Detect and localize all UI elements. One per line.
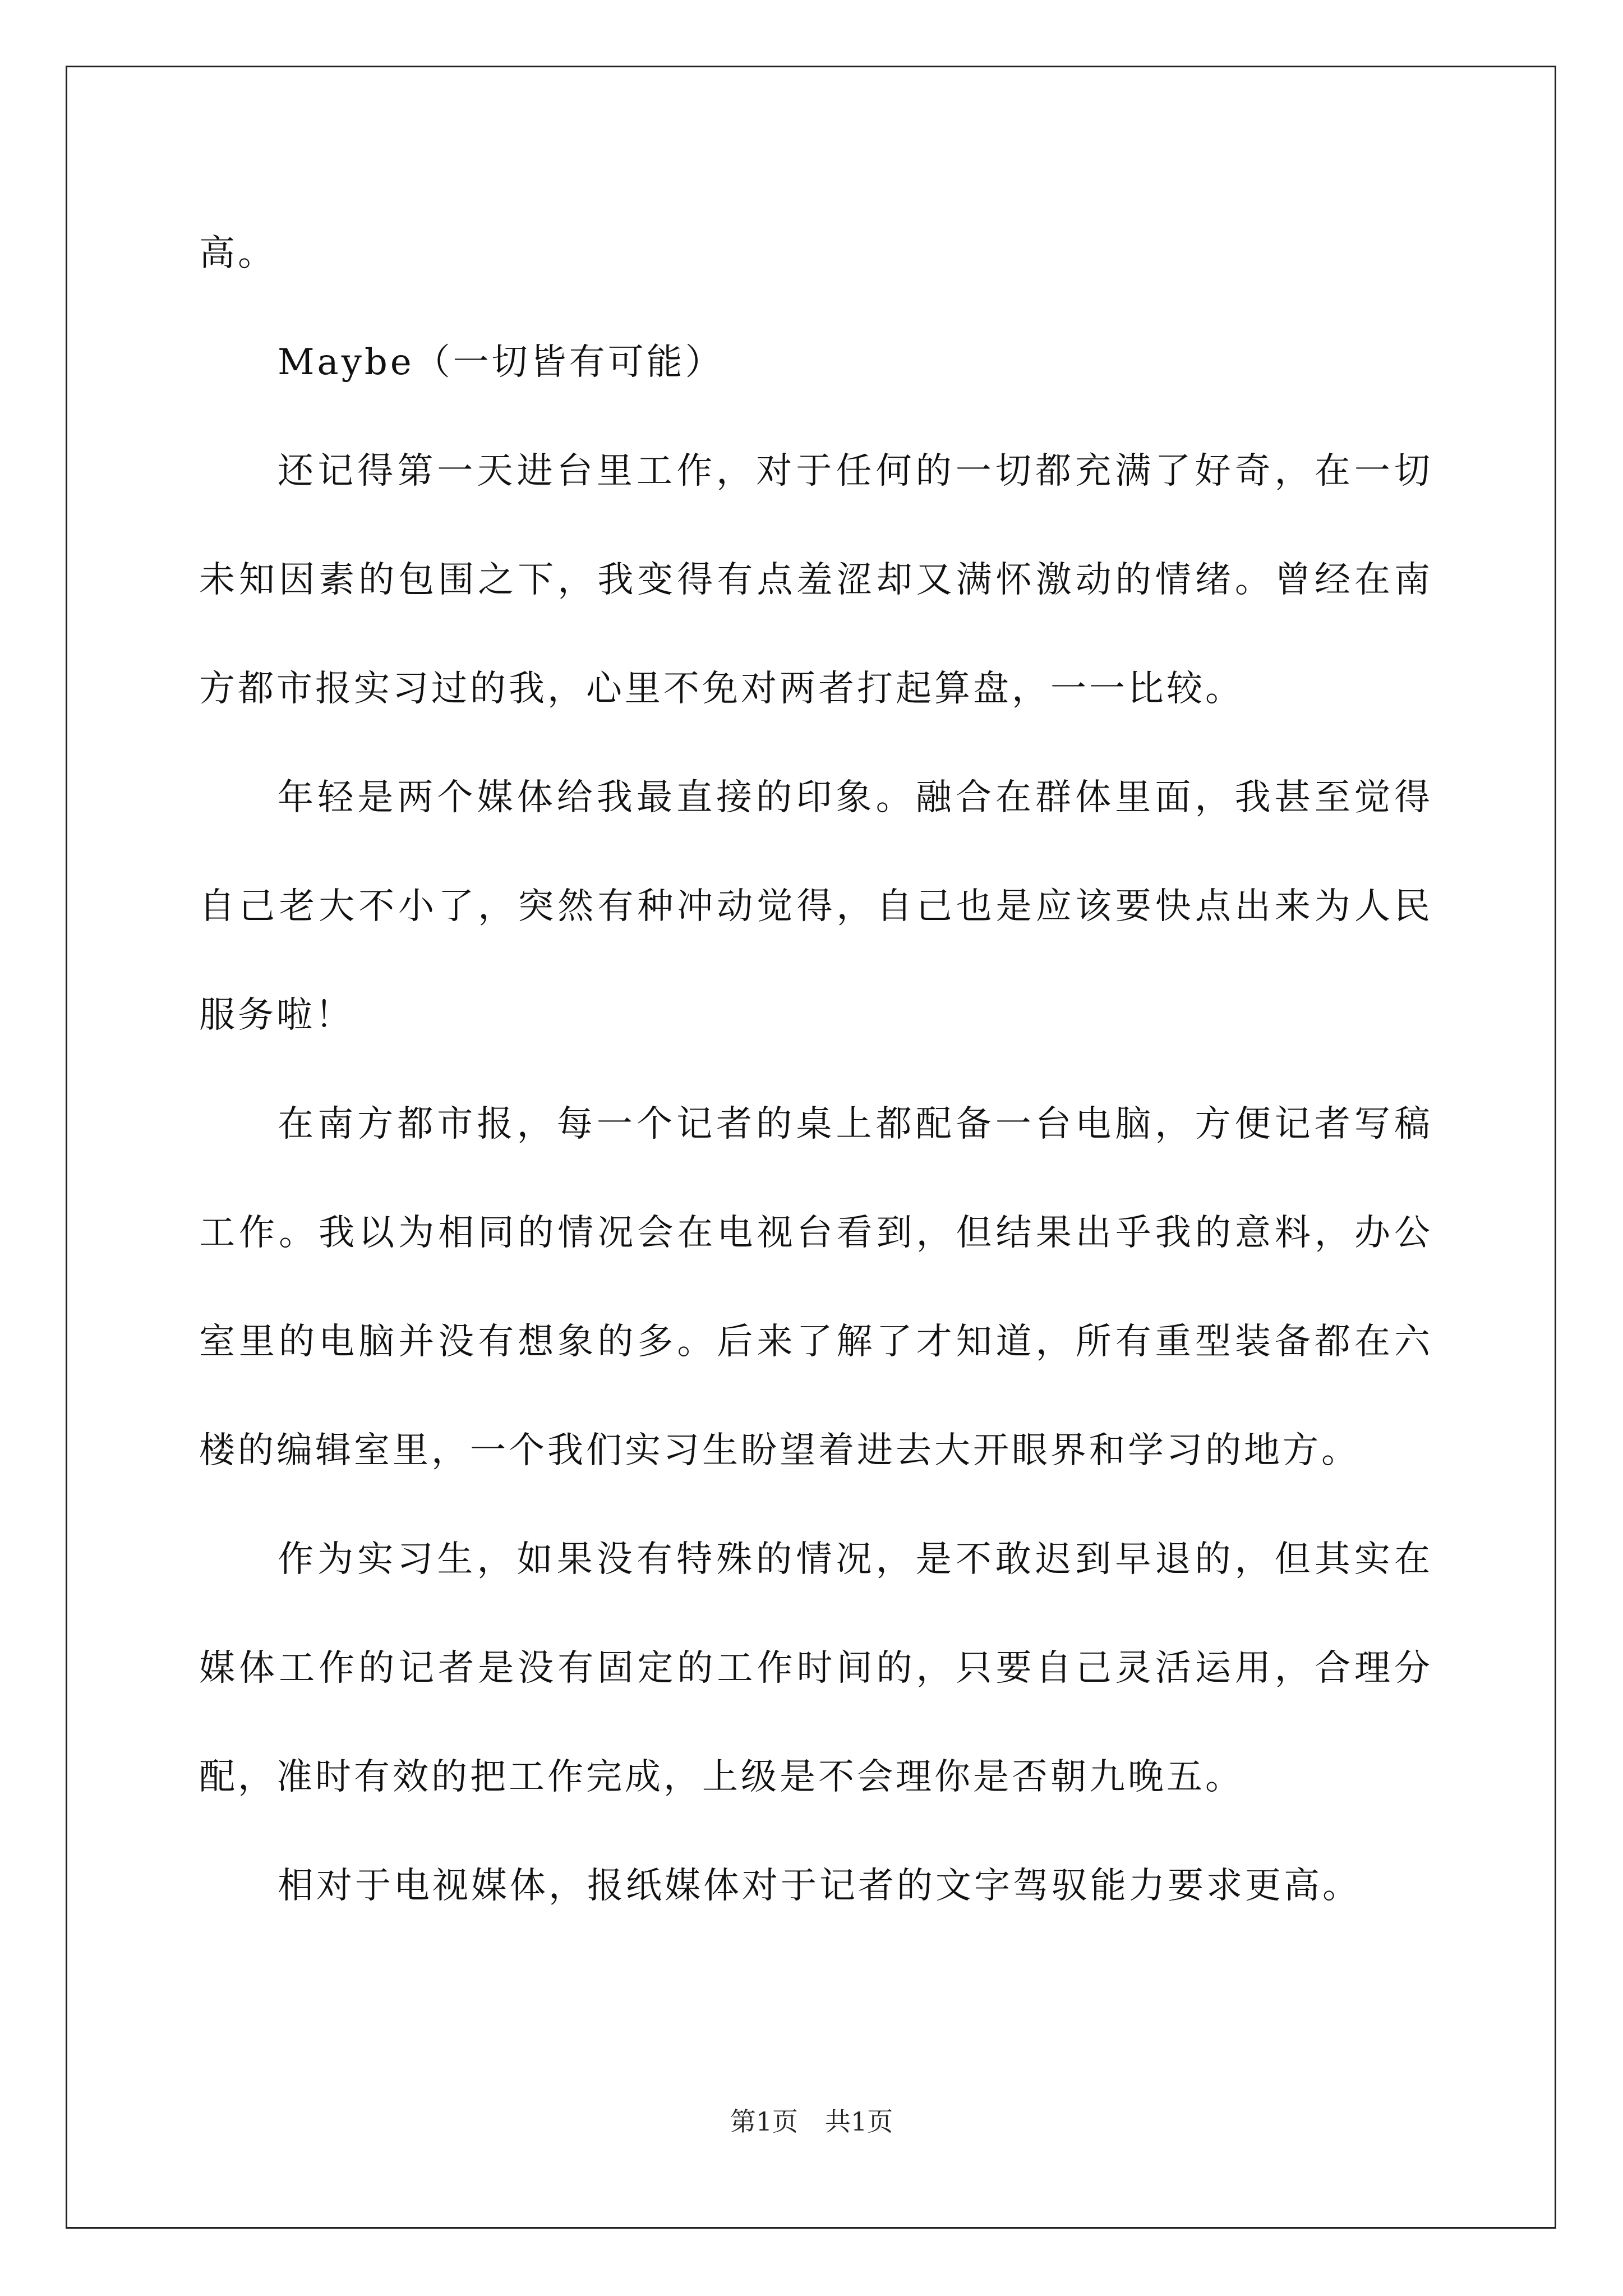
paragraph-heading: Maybe（一切皆有可能） [278, 342, 724, 383]
page-total: 共1页 [825, 2106, 893, 2137]
paragraph: 高。 [199, 233, 276, 274]
paragraph: 还记得第一天进台里工作，对于任何的一切都充满了好奇，在一切未知因素的包围之下，我变得有点羞涩却又满怀激动的情绪。曾经在南方都市报实习过的我，心里不免对两者打起算盘，一一比较。 [199, 450, 1433, 710]
paragraph: 相对于电视媒体，报纸媒体对于记者的文字驾驭能力要求更高。 [278, 1865, 1361, 1907]
paragraph: 作为实习生，如果没有特殊的情况，是不敢迟到早退的，但其实在媒体工作的记者是没有固定的工作时间的，只要自己灵活运用，合理分配，准时有效的把工作完成，上级是不会理你是否朝九晚五。 [199, 1539, 1433, 1798]
page-number: 第1页 [730, 2106, 798, 2137]
document-body [199, 199, 1433, 1940]
paragraph: 在南方都市报，每一个记者的桌上都配备一台电脑，方便记者写稿工作。我以为相同的情况会在电视台看到，但结果出乎我的意料，办公室里的电脑并没有想象的多。后来了解了才知道，所有重型装备都在六楼的编辑室里，一个我们实习生盼望着进去大开眼界和学习的地方。 [199, 1103, 1433, 1471]
paragraph: 年轻是两个媒体给我最直接的印象。融合在群体里面，我甚至觉得自己老大不小了，突然有种冲动觉得，自己也是应该要快点出来为人民服务啦！ [199, 777, 1433, 1036]
page-footer [0, 2105, 1623, 2138]
